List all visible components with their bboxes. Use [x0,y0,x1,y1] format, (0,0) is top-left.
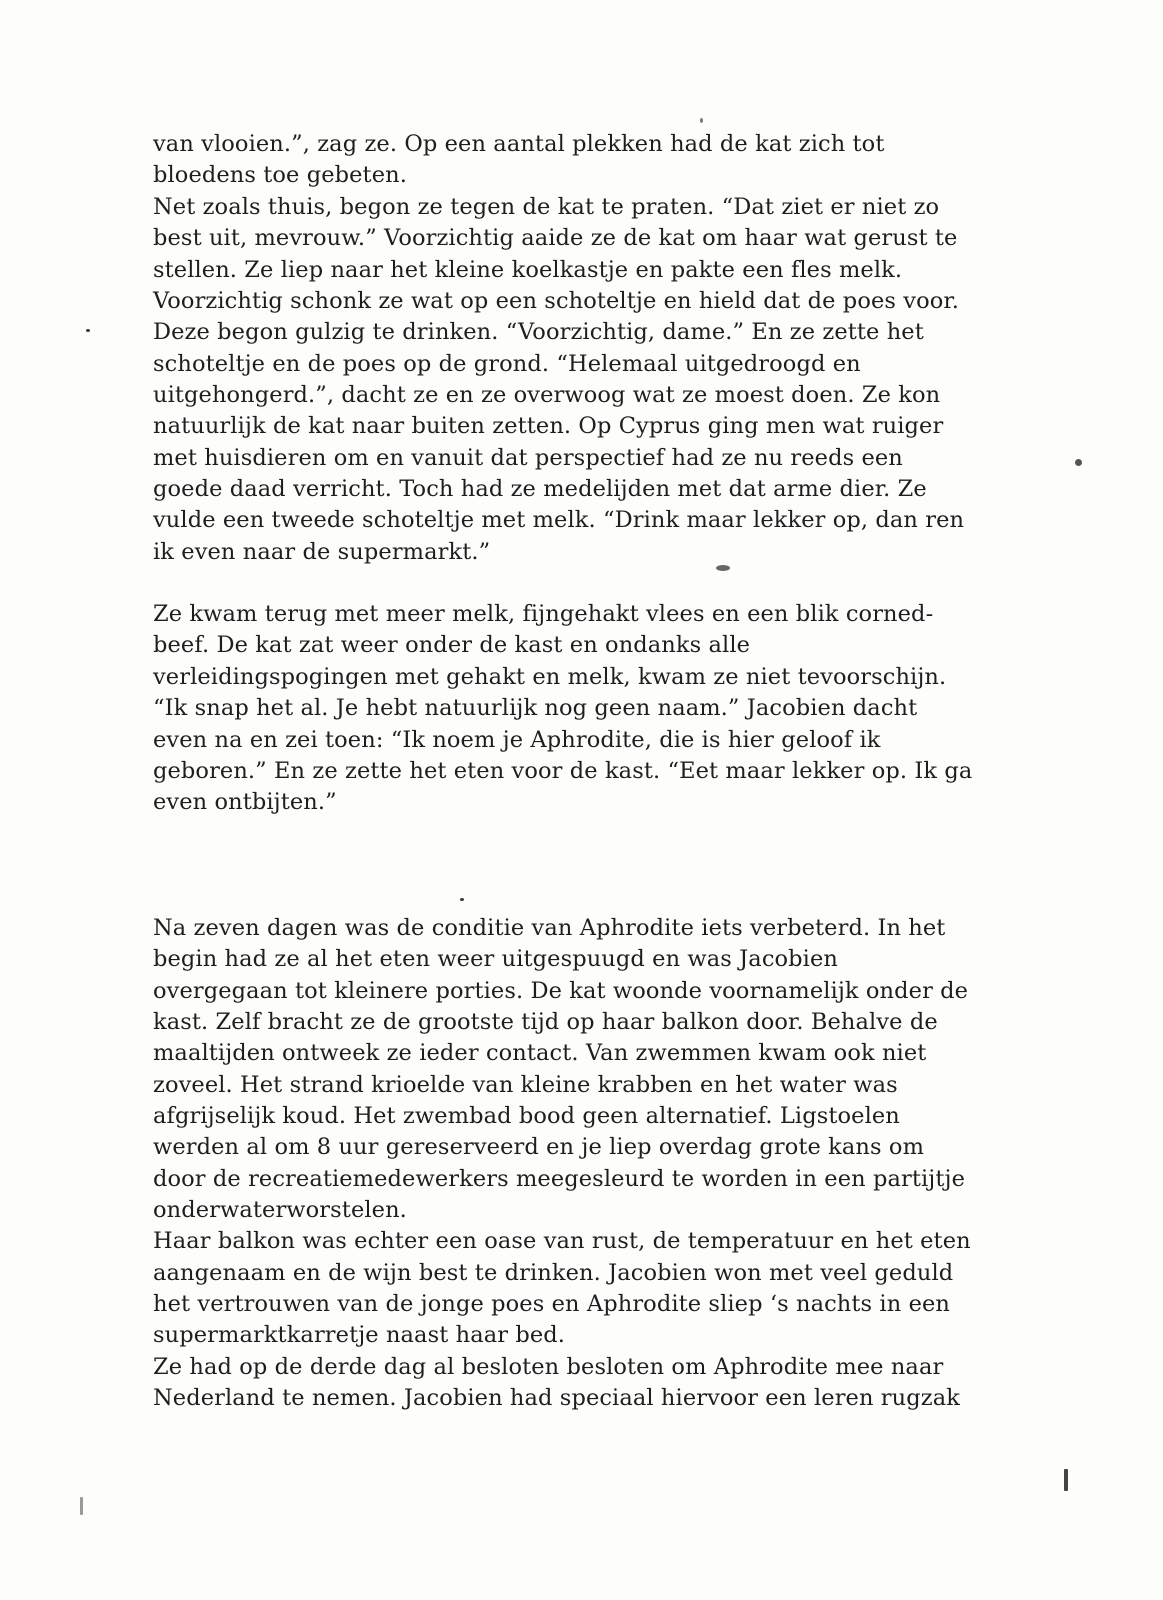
text-line: geboren.” En ze zette het eten voor de kast. “Eet maar lekker op. Ik ga [153,758,973,784]
scan-speck [716,565,730,571]
scan-speck [86,329,90,332]
text-line: bloedens toe gebeten. [153,162,407,188]
text-line: Net zoals thuis, begon ze tegen de kat te praten. “Dat ziet er niet zo [153,194,940,220]
text-line: afgrijselijk koud. Het zwembad bood geen alternatief. Ligstoelen [153,1103,900,1129]
text-line: stellen. Ze liep naar het kleine koelkastje en pakte een fles melk. [153,257,903,283]
text-line: Deze begon gulzig te drinken. “Voorzichtig, dame.” En ze zette het [153,319,924,345]
text-line: van vlooien.”, zag ze. Op een aantal plekken had de kat zich tot [153,131,885,157]
text-line: overgegaan tot kleinere porties. De kat woonde voornamelijk onder de [153,978,969,1004]
text-line: beef. De kat zat weer onder de kast en ondanks alle [153,632,751,658]
text-line: schoteltje en de poes op de grond. “Helemaal uitgedroogd en [153,351,861,377]
scan-speck [700,118,703,123]
text-line: ik even naar de supermarkt.” [153,539,491,565]
text-line: natuurlijk de kat naar buiten zetten. Op Cyprus ging men wat ruiger [153,413,944,439]
text-line: even ontbijten.” [153,789,337,815]
scan-speck [80,1497,83,1515]
text-line: best uit, mevrouw.” Voorzichtig aaide ze de kat om haar wat gerust te [153,225,958,251]
text-line: met huisdieren om en vanuit dat perspectief had ze nu reeds een [153,445,903,471]
text-line: Nederland te nemen. Jacobien had speciaal hiervoor een leren rugzak [153,1385,960,1411]
scan-speck [1075,459,1082,466]
text-line: maaltijden ontweek ze ieder contact. Van zwemmen kwam ook niet [153,1040,927,1066]
text-line: Haar balkon was echter een oase van rust, de temperatuur en het eten [153,1228,971,1254]
text-line: uitgehongerd.”, dacht ze en ze overwoog wat ze moest doen. Ze kon [153,382,941,408]
text-line: Ze had op de derde dag al besloten besloten om Aphrodite mee naar [153,1354,944,1380]
text-line: even na en zei toen: “Ik noem je Aphrodite, die is hier geloof ik [153,727,881,753]
text-line: kast. Zelf bracht ze de grootste tijd op haar balkon door. Behalve de [153,1009,938,1035]
text-line: aangenaam en de wijn best te drinken. Jacobien won met veel geduld [153,1260,954,1286]
text-line: goede daad verricht. Toch had ze medelijden met dat arme dier. Ze [153,476,927,502]
text-line: Na zeven dagen was de conditie van Aphrodite iets verbeterd. In het [153,915,946,941]
text-line: verleidingspogingen met gehakt en melk, kwam ze niet tevoorschijn. [153,664,947,690]
text-line: supermarktkarretje naast haar bed. [153,1322,566,1348]
text-line: Ze kwam terug met meer melk, fijngehakt vlees en een blik corned- [153,601,934,627]
scan-speck [1064,1469,1068,1491]
text-line: “Ik snap het al. Je hebt natuurlijk nog geen naam.” Jacobien dacht [153,695,918,721]
text-line: het vertrouwen van de jonge poes en Aphrodite sliep ‘s nachts in een [153,1291,950,1317]
text-line: werden al om 8 uur gereserveerd en je liep overdag grote kans om [153,1134,925,1160]
text-line: vulde een tweede schoteltje met melk. “Drink maar lekker op, dan ren [153,507,965,533]
text-line: door de recreatiemedewerkers meegesleurd te worden in een partijtje [153,1166,965,1192]
scan-speck [460,898,464,901]
text-line: onderwaterworstelen. [153,1197,407,1223]
text-line: begin had ze al het eten weer uitgespuugd en was Jacobien [153,946,838,972]
text-line: Voorzichtig schonk ze wat op een schoteltje en hield dat de poes voor. [153,288,960,314]
text-line: zoveel. Het strand krioelde van kleine krabben en het water was [153,1072,898,1098]
